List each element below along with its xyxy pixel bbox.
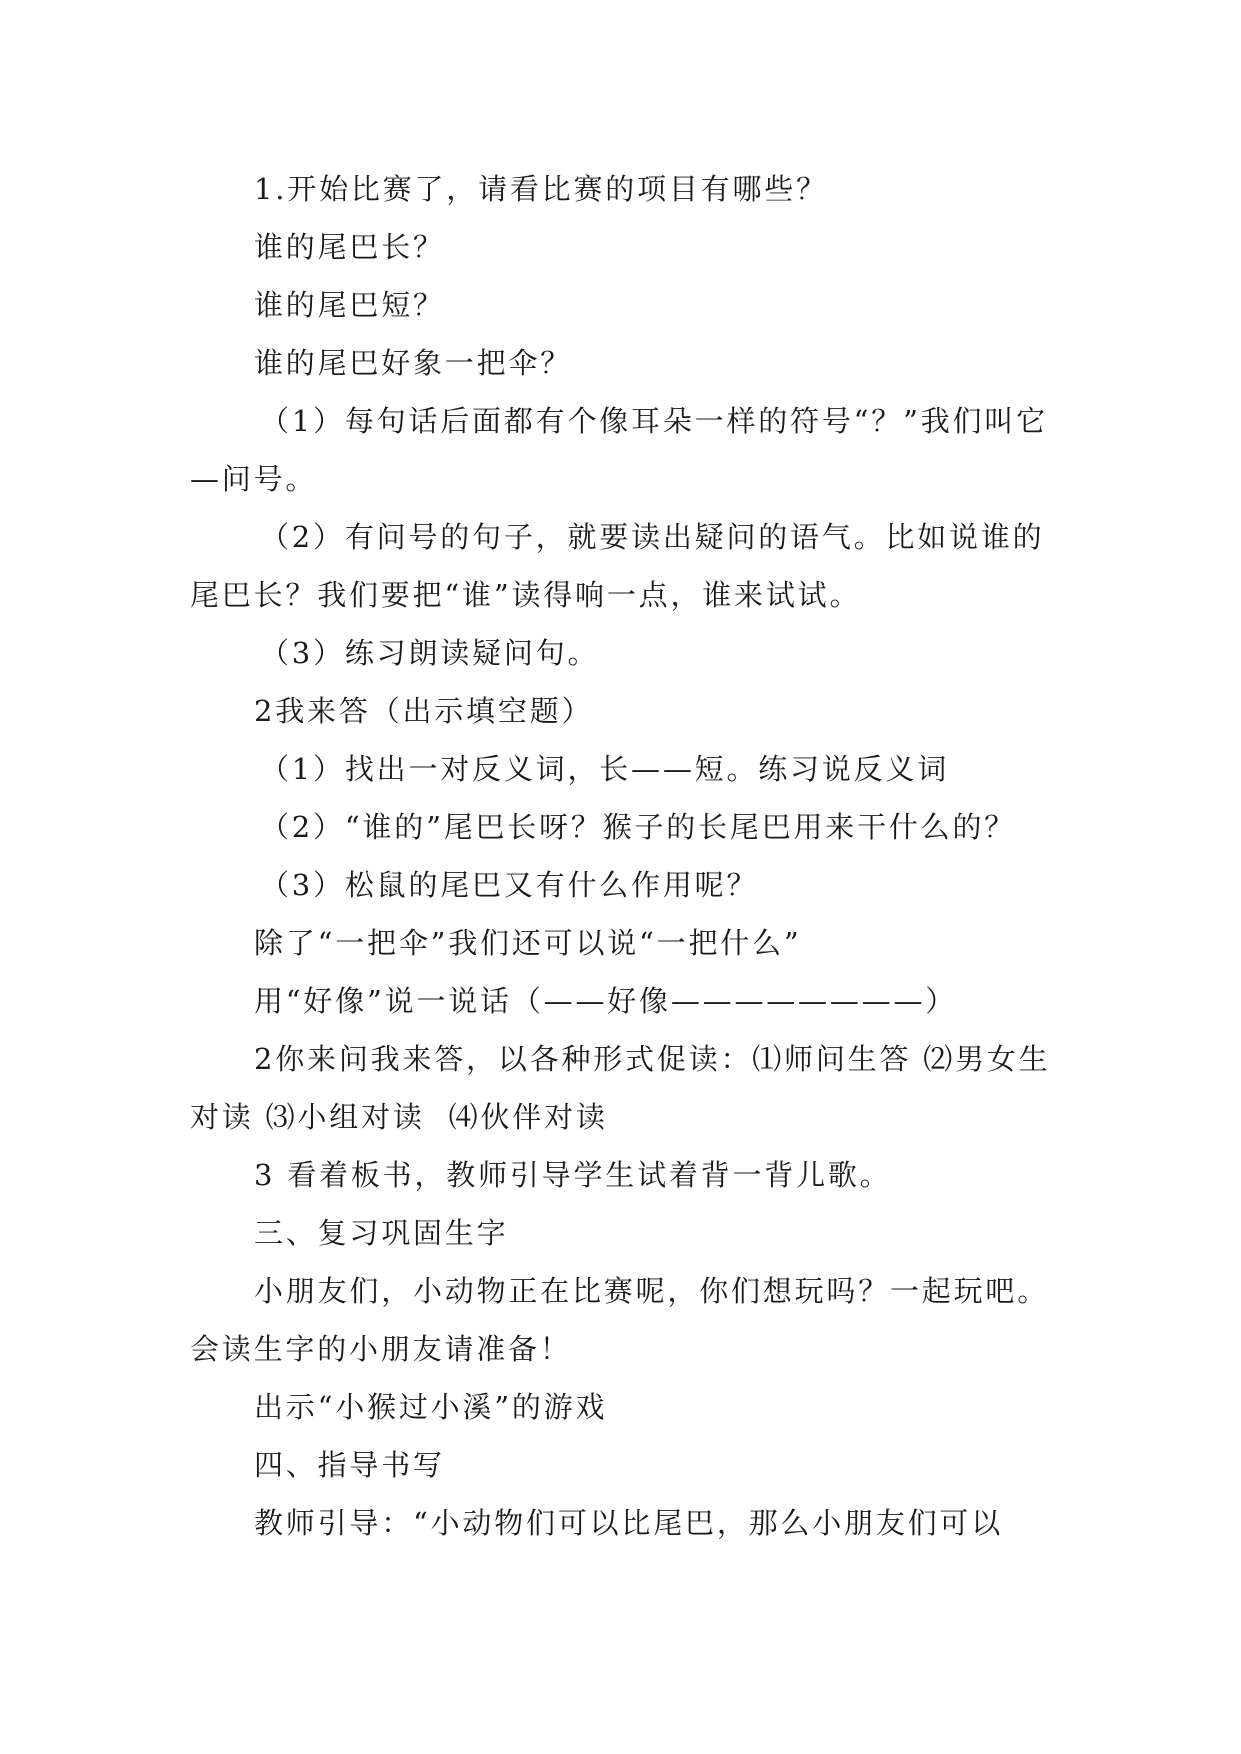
paragraph-12: 除了“一把伞”我们还可以说“一把什么” bbox=[254, 926, 802, 960]
paragraph-5: （1）每句话后面都有个像耳朵一样的符号“？”我们叫它—问号。 bbox=[190, 404, 1048, 496]
paragraph-9: （1）找出一对反义词，长——短。练习说反义词 bbox=[260, 752, 950, 786]
document-body bbox=[190, 160, 1070, 1552]
section-heading-4: 四、指导书写 bbox=[254, 1448, 445, 1482]
paragraph-8: 2我来答（出示填空题） bbox=[254, 694, 594, 728]
paragraph-18: 出示“小猴过小溪”的游戏 bbox=[254, 1390, 608, 1424]
paragraph-13: 用“好像”说一说话（——好像————————） bbox=[254, 984, 958, 1018]
paragraph-10: （2）“谁的”尾巴长呀？猴子的长尾巴用来干什么的？ bbox=[260, 810, 1017, 844]
paragraph-4: 谁的尾巴好象一把伞？ bbox=[254, 346, 573, 380]
paragraph-20: 教师引导：“小动物们可以比尾巴，那么小朋友们可以 bbox=[254, 1506, 1004, 1540]
paragraph-7: （3）练习朗读疑问句。 bbox=[260, 636, 600, 670]
paragraph-2: 谁的尾巴长？ bbox=[254, 230, 445, 264]
section-heading-3: 三、复习巩固生字 bbox=[254, 1216, 509, 1250]
paragraph-1: 1.开始比赛了，请看比赛的项目有哪些？ bbox=[254, 172, 828, 206]
paragraph-15: 3 看着板书，教师引导学生试着背一背儿歌。 bbox=[254, 1158, 892, 1192]
paragraph-17: 小朋友们，小动物正在比赛呢，你们想玩吗？一起玩吧。会读生字的小朋友请准备！ bbox=[190, 1274, 1050, 1366]
paragraph-11: （3）松鼠的尾巴又有什么作用呢？ bbox=[260, 868, 759, 902]
paragraph-14: 2你来问我来答，以各种形式促读：⑴师问生答 ⑵男女生对读 ⑶小组对读 ⑷伙伴对读 bbox=[190, 1042, 1051, 1134]
paragraph-6: （2）有问号的句子，就要读出疑问的语气。比如说谁的尾巴长？我们要把“谁”读得响一点，谁来试试。 bbox=[190, 520, 1045, 612]
paragraph-3: 谁的尾巴短？ bbox=[254, 288, 445, 322]
